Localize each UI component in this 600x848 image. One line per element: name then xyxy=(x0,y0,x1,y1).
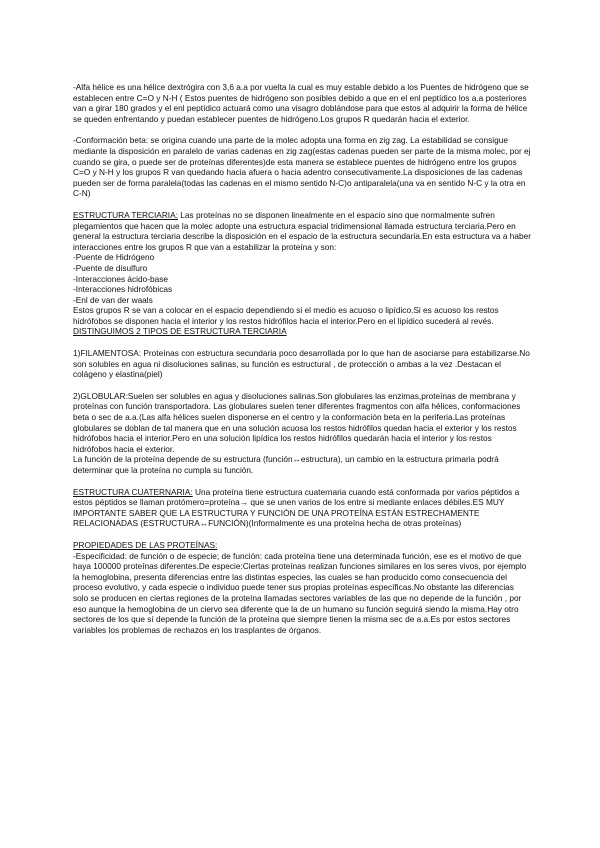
terciaria-paragraph xyxy=(73,210,531,252)
bond-list xyxy=(73,252,531,305)
document-body xyxy=(73,82,531,635)
medio-paragraph: Estos grupos R se van a colocar en el espacio dependiendo si el medio es acuoso o lipídico.Si es acuoso los restos hidrófobos se disponen hacia el interior y los restos hidrófilos hacia el interior.Pero en el lipídico sucederá al revés. xyxy=(73,305,499,326)
propiedades-heading: PROPIEDADES DE LAS PROTEÍNAS: xyxy=(73,539,218,550)
list-item: -Puente de disulfuro xyxy=(73,262,148,273)
spacer xyxy=(73,529,531,540)
list-item: -Interacciones ácido-base xyxy=(73,273,169,284)
cuaternaria-paragraph xyxy=(73,487,531,529)
especificidad-paragraph: -Especificidad: de función o de especie; de función: cada proteína tiene una determinada función, ese es el motivo de que haya 100000 proteínas diferentes.De especie:Ciertas proteínas realizan funciones similares en los seres vivos, por ejemplo la hemoglobina, presenta diferencias entre las distintas especies, las cuales se han producido como consecuencia del proceso evolutivo, y cada especie o individuo puede tener sus propias proteínas específicas.No obstante las diferencias solo se producen en ciertas regiones de la proteína llamadas sectores variables de las que no depende de la función , por eso aunque la hemoglobina de un ciervo sea diferente que la de un humano su función seguirá siendo la misma.Hay otro sectores de los que sí depende la función de la proteína que siempre tienen la misma sec de a.a.Es por estos sectores variables los problemas de rechazos en los trasplantes de órganos. xyxy=(73,550,527,635)
spacer xyxy=(73,337,531,348)
cuaternaria-text: Una proteína tiene estructura cuaternaria cuando está conformada por varios péptidos a estos péptidos se llaman protómero=proteína→ que se unen varios de los entre si mediante enlaces débiles.ES MUY IMPORTANTE SABER QUE LA ESTRUCTURA Y FUNCIÓN DE UNA PROTEÍNA ESTÁN ESTRECHAMENTE RELACIONADAS (ESTRUCTURA↔FUNCIÓN)(Informalmente es una proteína hecha de otras proteínas) xyxy=(73,486,520,529)
cuaternaria-heading: ESTRUCTURA CUATERNARIA: xyxy=(73,486,193,497)
list-item: -Puente de Hidrógeno xyxy=(73,252,155,263)
alfa-helice-paragraph: -Alfa hélice es una hélice dextrógira con 3,6 a.a por vuelta la cual es muy estable debido a los Puentes de hidrógeno que se establecen entre C=O y N-H ( Estos puentes de hidrógeno son posibles debido a que en el enl peptídico los a.a posteriores van a girar 180 grados y el enl peptídico actuará como una visagro doblándose para que estos al adquirir la forma de hélice se queden enfrentando y puedan establecer puentes de hidrógeno.Los grupos R quedarán hacia el exterior. xyxy=(73,82,529,124)
spacer xyxy=(73,476,531,487)
terciaria-heading: ESTRUCTURA TERCIARIA: xyxy=(73,209,178,220)
spacer xyxy=(73,380,531,391)
globular-paragraph: 2)GLOBULAR:Suelen ser solubles en agua y disoluciones salinas.Son globulares las enzimas,proteínas de membrana y proteínas con función transportadora. Las globulares suelen tener diferentes fragmentos con alfa hélices, conformaciones beta o sec de a.a.(Las alfa hélices suelen disponerse en el centro y la conformación beta en la periferia.Las proteínas globulares se doblan de tal manera que en una solución acuosa los restos hidrófilos quedan hacia el exterior y los restos hidrófobos hacia el interior.Pero en una solución lipídica los restos hidrófilos quedarán hacia el interior y los restos hidrófobos hacia el exterior. xyxy=(73,390,521,454)
list-item: -Interacciones hidrofóbicas xyxy=(73,284,173,295)
tipos-terciaria-heading: DISTINGUIMOS 2 TIPOS DE ESTRUCTURA TERCIARIA xyxy=(73,326,287,337)
funcion-estructura-paragraph: La función de la proteína depende de su estructura (función↔estructura), un cambio en la estructura primaria podrá determinar que la proteína no cumpla su función. xyxy=(73,454,499,475)
list-item: -Enl de van der waals xyxy=(73,294,153,305)
spacer xyxy=(73,199,531,210)
spacer xyxy=(73,124,531,135)
filamentosa-paragraph: 1)FILAMENTOSA: Proteínas con estructura secundaria poco desarrollada por lo que han de asociarse para estabilizarse.No son solubles en agua ni disoluciones salinas, su función es estructural , de protección o ambas a la vez .Destacan el colágeno y elastina(piel) xyxy=(73,348,530,380)
terciaria-text: Las proteínas no se disponen linealmente en el espacio sino que normalmente sufren plegamientos que hacen que la molec adopte una estructura espacial tridimensional llamada estructura terciaria.Pero en general la estructura terciaria describe la disposición en el espacio de la estructura secundaria.En esta estructura va a haber interacciones entre los grupos R que van a estabilizar la proteína y son: xyxy=(73,209,531,252)
conformacion-beta-paragraph: -Conformación beta: se origina cuando una parte de la molec adopta una forma en zig zag. La estabilidad se consigue mediante la disposición en paralelo de varias cadenas en zig zag(estas cadenas pueden ser parte de la misma molec, por ej cuando se gira, o puede ser de proteínas diferentes)de esta manera se establece puentes de hidrógeno entre los grupos C=O y N-H y los grupos R van quedando hacia afuera o hacia adentro consecutivamente.La disposiciones de las cadenas pueden ser de forma paralela(todas las cadenas en el mismo sentido N-C)o antiparalela(una va en sentido N-C y la otra en C-N) xyxy=(73,135,531,199)
